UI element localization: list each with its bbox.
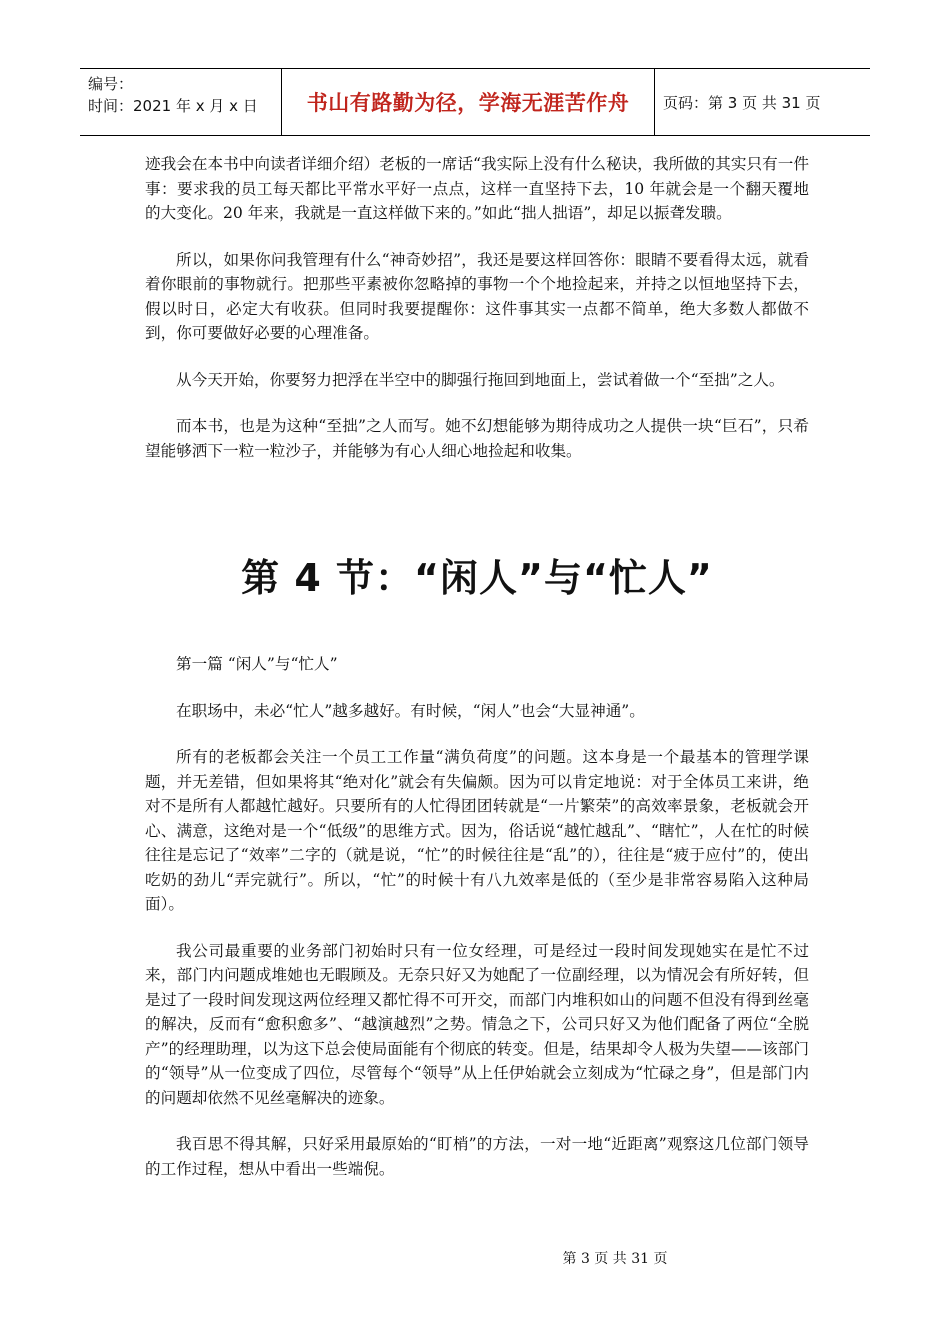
header-motto: [282, 69, 655, 135]
header-page-info: [655, 69, 870, 135]
section-heading: 第 4 节：“闲人”与“忙人”: [241, 556, 713, 600]
motto-text: 书山有路勤为径，学海无涯苦作舟: [306, 91, 630, 115]
body-text-bottom: [145, 652, 809, 1203]
footer-page-number: 第 3 页 共 31 页: [562, 1251, 668, 1267]
page-header: [80, 68, 870, 136]
paragraph: 所有的老板都会关注一个员工工作量“满负荷度”的问题。这本身是一个最基本的管理学课题，并无差错，但如果将其“绝对化”就会有失偏颇。因为可以肯定地说：对于全体员工来讲，绝对不是所有人都越忙越好。只要所有的人忙得团团转就是“一片繁荣”的高效率景象，老板就会开心、满意，这绝对是一个“低级”的思维方式。因为，俗话说“越忙越乱”、“瞎忙”，人在忙的时候往往是忘记了“效率”二字的（就是说，“忙”的时候往往是“乱”的），往往是“疲于应付”的，使出吃奶的劲儿“弄完就行”。所以，“忙”的时候十有八九效率是低的（至少是非常容易陷入这种局面）。: [145, 748, 809, 913]
paragraph: 所以，如果你问我管理有什么“神奇妙招”，我还是要这样回答你：眼睛不要看得太远，就看着你眼前的事物就行。把那些平素被你忽略掉的事物一个个地捡起来，并持之以恒地坚持下去，假以时日，必定大有收获。但同时我要提醒你：这件事其实一点都不简单，绝大多数人都做不到，你可要做好必要的心理准备。: [145, 250, 809, 342]
paragraph: 在职场中，未必“忙人”越多越好。有时候，“闲人”也会“大显神通”。: [176, 701, 645, 720]
body-text-top: [145, 152, 809, 485]
page-number-label: 页码：第 3 页 共 31 页: [663, 93, 821, 112]
document-time-label: 时间：2021 年 x 月 x 日: [88, 97, 258, 115]
subheading: 第一篇 “闲人”与“忙人”: [176, 655, 338, 673]
document-number-label: 编号：: [88, 75, 134, 93]
page-footer: [0, 1248, 950, 1268]
paragraph: 迹我会在本书中向读者详细介绍）老板的一席话“我实际上没有什么秘诀，我所做的其实只有一件事：要求我的员工每天都比平常水平好一点点，这样一直坚持下去，10 年就会是一个翻天覆地的大变化。20 年来，我就是一直这样做下来的。”如此“拙人拙语”，却足以振聋发聩。: [145, 155, 809, 222]
paragraph: 从今天开始，你要努力把浮在半空中的脚强行拖回到地面上，尝试着做一个“至拙”之人。: [176, 370, 785, 389]
header-meta: [80, 69, 282, 135]
paragraph: 我公司最重要的业务部门初始时只有一位女经理，可是经过一段时间发现她实在是忙不过来，部门内问题成堆她也无暇顾及。无奈只好又为她配了一位副经理，以为情况会有所好转，但是过了一段时间发现这两位经理又都忙得不可开交，而部门内堆积如山的问题不但没有得到丝毫的解决，反而有“愈积愈多”、“越演越烈”之势。情急之下，公司只好又为他们配备了两位“全脱产”的经理助理，以为这下总会使局面能有个彻底的转变。但是，结果却令人极为失望——该部门的“领导”从一位变成了四位，尽管每个“领导”从上任伊始就会立刻成为“忙碌之身”，但是部门内的问题却依然不见丝毫解决的迹象。: [145, 941, 809, 1107]
paragraph: 而本书，也是为这种“至拙”之人而写。她不幻想能够为期待成功之人提供一块“巨石”，只希望能够洒下一粒一粒沙子，并能够为有心人细心地捡起和收集。: [145, 417, 809, 460]
paragraph: 我百思不得其解，只好采用最原始的“盯梢”的方法，一对一地“近距离”观察这几位部门领导的工作过程，想从中看出一些端倪。: [145, 1135, 809, 1178]
